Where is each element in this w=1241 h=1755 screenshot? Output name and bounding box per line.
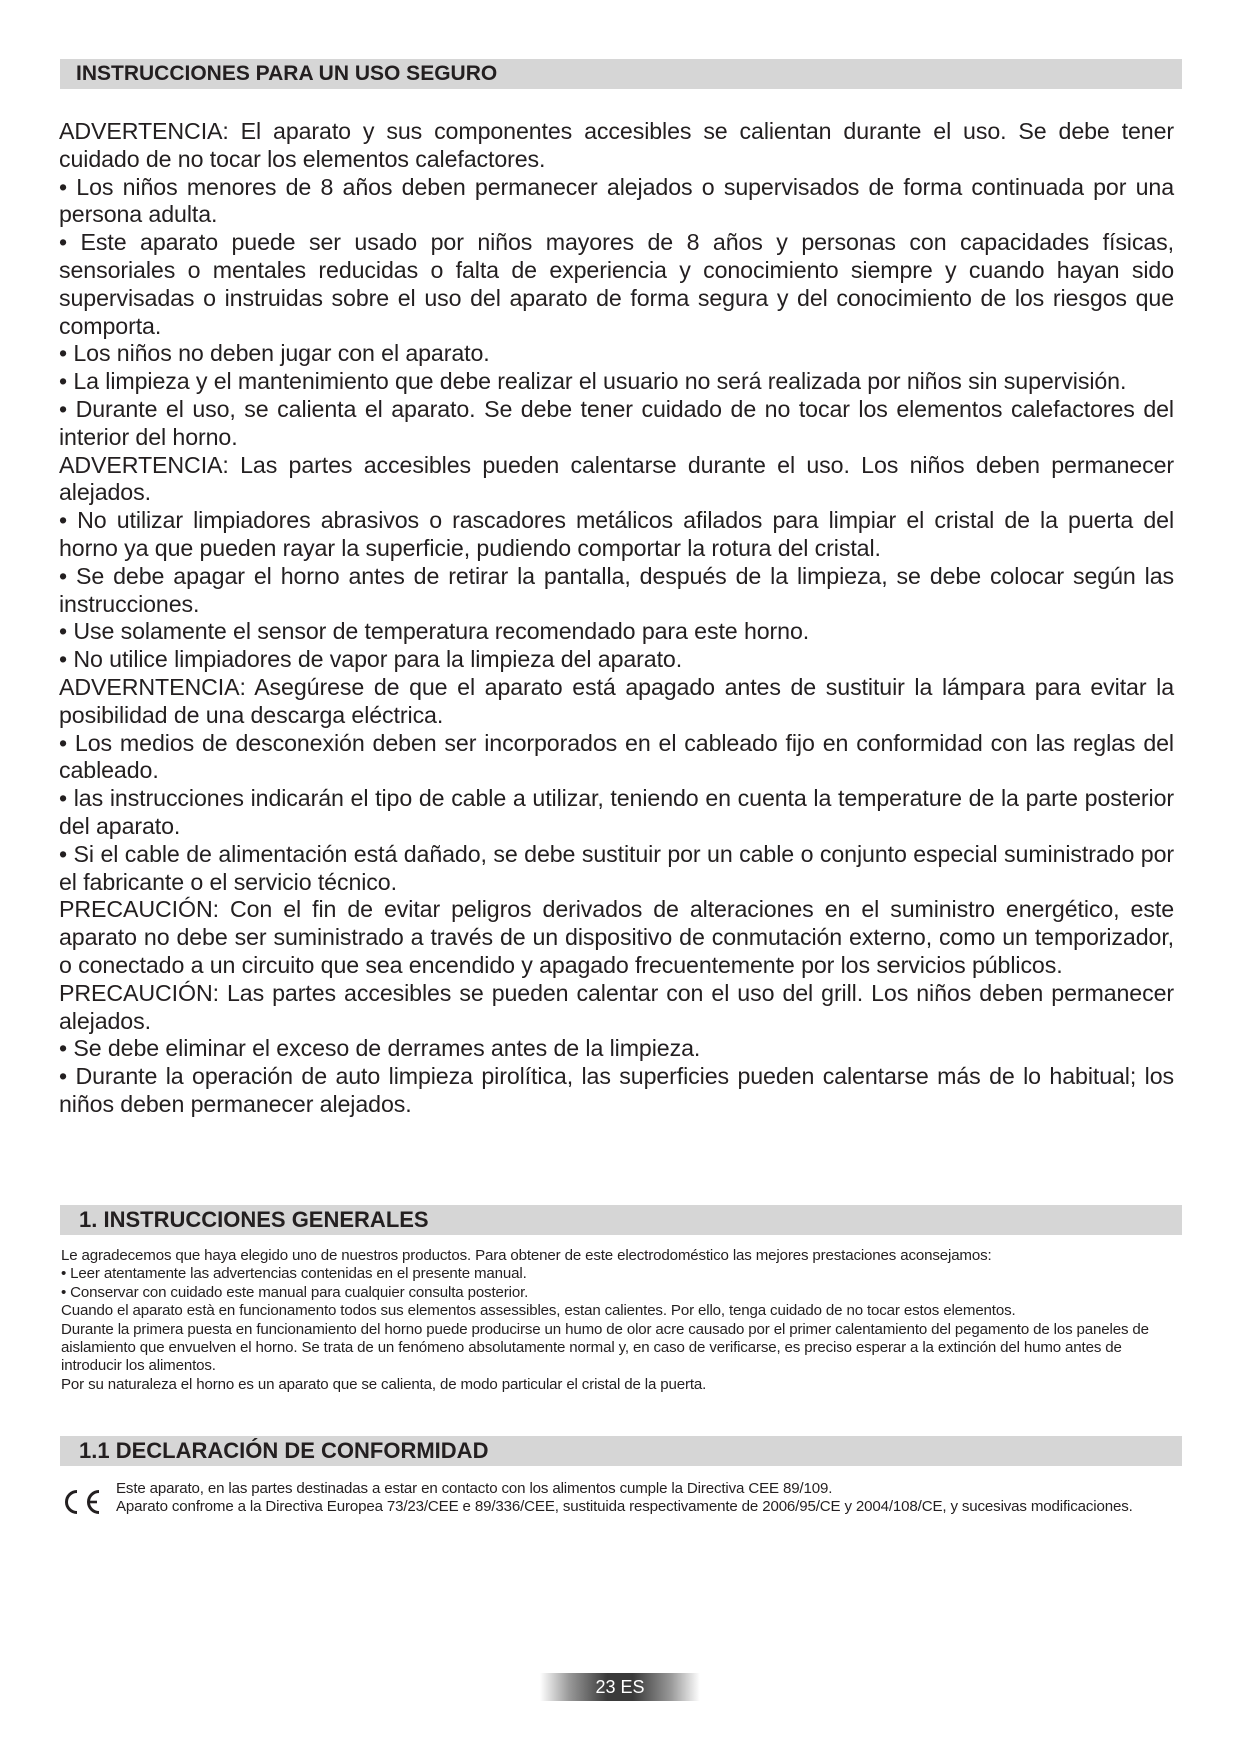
safety-paragraph: • Los niños no deben jugar con el aparato.: [59, 340, 490, 367]
safety-section-title: INSTRUCCIONES PARA UN USO SEGURO: [60, 59, 1182, 89]
safety-paragraph: ADVERTENCIA: Las partes accesibles pueden calentarse durante el uso. Los niños deben permanecer alejados.: [59, 451, 1174, 506]
safety-paragraph: • Los niños menores de 8 años deben permanecer alejados o supervisados de forma continuada por una persona adulta.: [59, 173, 1174, 228]
safety-instructions-body: [59, 118, 1174, 1119]
safety-paragraph: • las instrucciones indicarán el tipo de cable a utilizar, teniendo en cuenta la temperature de la parte posterior del aparato.: [59, 785, 1174, 839]
general-paragraph: • Conservar con cuidado este manual para cualquier consulta posterior.: [61, 1283, 529, 1301]
safety-paragraph: PRECAUCIÓN: Con el fin de evitar peligros derivados de alteraciones en el suministro energético, este aparato no debe ser suministrado a través de un dispositivo de conmutación externo, como un temporizador, o conectado a un circuito que sea encendido y apagado frecuentemente por los servicios públicos.: [59, 896, 1174, 978]
general-instructions-body: [61, 1247, 1181, 1394]
safety-paragraph: • Use solamente el sensor de temperatura recomendado para este horno.: [59, 618, 810, 645]
safety-paragraph: ADVERTENCIA: El aparato y sus componentes accesibles se calientan durante el uso. Se debe tener cuidado de no tocar los elementos calefactores.: [59, 118, 1174, 172]
conformity-paragraph: Este aparato, en las partes destinadas a estar en contacto con los alimentos cumple la Directiva CEE 89/109.: [116, 1480, 833, 1497]
ce-mark-icon: [60, 1487, 102, 1517]
general-section-title: 1. INSTRUCCIONES GENERALES: [60, 1205, 1182, 1235]
safety-paragraph: • Se debe eliminar el exceso de derrames antes de la limpieza.: [59, 1035, 701, 1062]
general-paragraph: Cuando el aparato està en funcionamento todos sus elementos assessibles, estan calientes. Por ello, tenga cuidado de no tocar estos elementos.: [61, 1302, 1016, 1320]
safety-paragraph: • Se debe apagar el horno antes de retirar la pantalla, después de la limpieza, se debe colocar según las instrucciones.: [59, 562, 1174, 617]
general-paragraph: Por su naturaleza el horno es un aparato que se calienta, de modo particular el cristal de la puerta.: [61, 1375, 707, 1393]
general-paragraph: Durante la primera puesta en funcionamiento del horno puede producirse un humo de olor acre causado por el primer calentamiento del pegamento de los paneles de aislamiento que envuelven el horno. Se trata de un fenómeno absolutamente normal y, en caso de verificarse, es preciso esperar a la extinción del humo antes de introducir los alimentos.: [61, 1320, 1149, 1375]
safety-paragraph: • Durante la operación de auto limpieza pirolítica, las superficies pueden calentarse más de lo habitual; los niños deben permanecer alejados.: [59, 1063, 1174, 1117]
general-paragraph: • Leer atentamente las advertencias contenidas en el presente manual.: [61, 1265, 527, 1283]
safety-paragraph: • Los medios de desconexión deben ser incorporados en el cableado fijo en conformidad con las reglas del cableado.: [59, 729, 1174, 784]
general-paragraph: Le agradecemos que haya elegido uno de nuestros productos. Para obtener de este electrodoméstico las mejores prestaciones aconsejamos:: [61, 1247, 992, 1264]
conformity-body: [116, 1480, 1182, 1517]
safety-paragraph: • Durante el uso, se calienta el aparato. Se debe tener cuidado de no tocar los elementos calefactores del interior del horno.: [59, 395, 1174, 450]
safety-paragraph: • Este aparato puede ser usado por niños mayores de 8 años y personas con capacidades físicas, sensoriales o mentales reducidas o falta de experiencia y conocimiento siempre y cuando hayan sido supervisadas o instruidas sobre el uso del aparato de forma segura y del conocimiento de los riesgos que comporta.: [59, 229, 1174, 339]
conformity-section-title: 1.1 DECLARACIÓN DE CONFORMIDAD: [60, 1436, 1182, 1466]
safety-paragraph: PRECAUCIÓN: Las partes accesibles se pueden calentar con el uso del grill. Los niños deben permanecer alejados.: [59, 979, 1174, 1034]
page-number: 23 ES: [540, 1673, 700, 1701]
safety-paragraph: ADVERNTENCIA: Asegúrese de que el aparato está apagado antes de sustituir la lámpara para evitar la posibilidad de una descarga eléctrica.: [59, 673, 1174, 728]
conformity-paragraph: Aparato confrome a la Directiva Europea 73/23/CEE e 89/336/CEE, sustituida respectivamente de 2006/95/CE y 2004/108/CE, y sucesivas modificaciones.: [116, 1498, 1133, 1516]
safety-paragraph: • Si el cable de alimentación está dañado, se debe sustituir por un cable o conjunto especial suministrado por el fabricante o el servicio técnico.: [59, 840, 1174, 895]
safety-paragraph: • No utilice limpiadores de vapor para la limpieza del aparato.: [59, 646, 683, 673]
safety-paragraph: • La limpieza y el mantenimiento que debe realizar el usuario no será realizada por niños sin supervisión.: [59, 368, 1127, 395]
safety-paragraph: • No utilizar limpiadores abrasivos o rascadores metálicos afilados para limpiar el cristal de la puerta del horno ya que pueden rayar la superficie, pudiendo comportar la rotura del cristal.: [59, 507, 1174, 561]
